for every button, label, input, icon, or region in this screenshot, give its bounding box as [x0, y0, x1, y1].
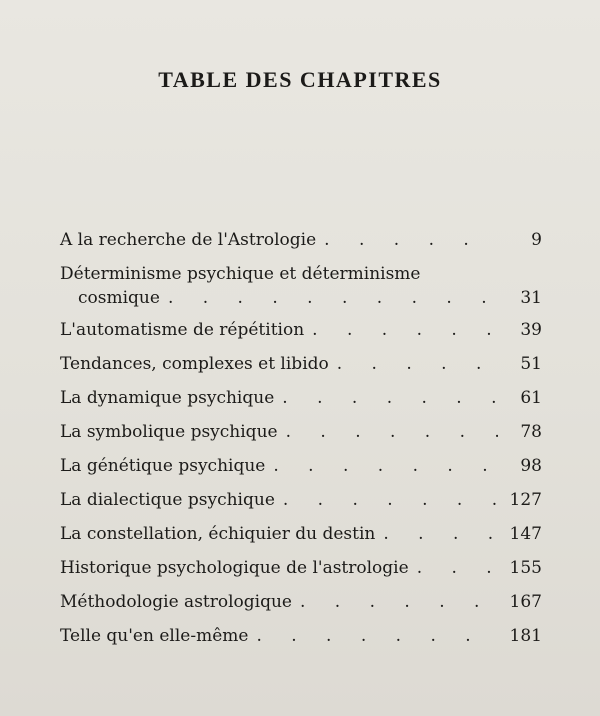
dot-leader: [329, 352, 498, 376]
dot-leader: [292, 590, 498, 614]
page-title: TABLE DES CHAPITRES: [158, 66, 442, 92]
toc-entry-label: Méthodologie astrologique: [60, 592, 292, 612]
toc-page-number: 61: [520, 388, 542, 408]
dot-leader: [409, 556, 498, 580]
dot-leader: [278, 420, 498, 444]
dot-leader: [375, 522, 498, 546]
toc-entry-label-continued: cosmique: [78, 288, 160, 308]
toc-entry: [60, 262, 542, 318]
toc-entry-label: A la recherche de l'Astrologie: [60, 230, 317, 250]
toc-page-number: 9: [531, 230, 542, 250]
toc-page-number: 155: [509, 558, 542, 578]
toc-entry-label: La dialectique psychique: [60, 490, 275, 510]
toc-entry: [60, 228, 542, 262]
toc-entry: [60, 352, 542, 386]
table-of-contents: [60, 228, 542, 658]
toc-entry-label: Historique psychologique de l'astrologie: [60, 558, 409, 578]
dot-leader: [160, 286, 498, 310]
toc-entry-label: La dynamique psychique: [60, 388, 275, 408]
dot-leader: [304, 318, 498, 342]
toc-page-number: 167: [509, 592, 542, 612]
toc-page-number: 181: [509, 626, 542, 646]
toc-page-number: 31: [520, 288, 542, 308]
toc-entry-label: Telle qu'en elle-même: [60, 626, 249, 646]
dot-leader: [274, 386, 498, 410]
toc-entry: [60, 318, 542, 352]
toc-entry: [60, 488, 542, 522]
toc-entry-label: Déterminisme psychique et déterminisme: [60, 264, 421, 284]
toc-entry: [60, 454, 542, 488]
toc-entry: [60, 386, 542, 420]
dot-leader: [248, 624, 498, 648]
toc-entry-label: La génétique psychique: [60, 456, 266, 476]
toc-entry: [60, 522, 542, 556]
toc-page-number: 51: [520, 354, 542, 374]
toc-page-number: 39: [520, 320, 542, 340]
toc-page-number: 147: [509, 524, 542, 544]
toc-page-number: 98: [520, 456, 542, 476]
toc-entry-label: La constellation, échiquier du destin: [60, 524, 376, 544]
toc-page-number: 78: [520, 422, 542, 442]
dot-leader: [316, 228, 498, 252]
toc-page-number: 127: [509, 490, 542, 510]
toc-entry: [60, 420, 542, 454]
toc-entry: [60, 556, 542, 590]
toc-entry-label: Tendances, complexes et libido: [60, 354, 329, 374]
dot-leader: [275, 488, 498, 512]
toc-entry: [60, 590, 542, 624]
toc-entry-label: La symbolique psychique: [60, 422, 278, 442]
toc-entry-label: L'automatisme de répétition: [60, 320, 305, 340]
dot-leader: [265, 454, 498, 478]
toc-entry: [60, 624, 542, 658]
